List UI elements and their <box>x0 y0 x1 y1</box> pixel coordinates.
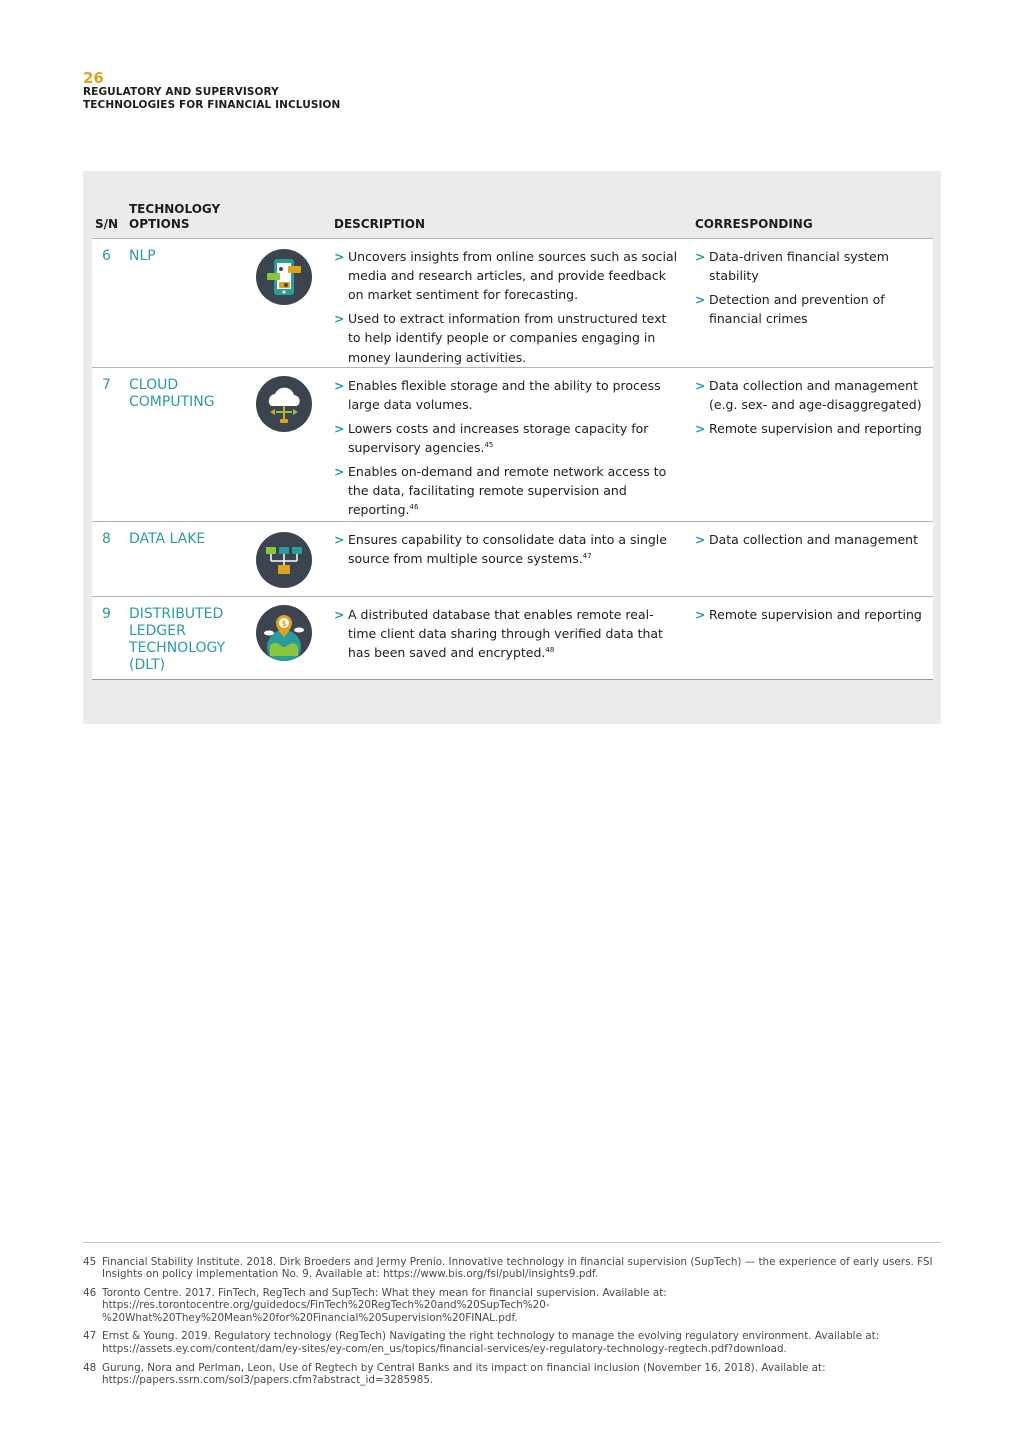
description-bullet: > Enables flexible storage and the ability to process large data volumes. <box>334 376 679 414</box>
footnote-text: Toronto Centre. 2017. FinTech, RegTech and SupTech: What they mean for financial supervision. Available at: https://res.torontocentre.org/guidedocs/FinTech%20RegTech%20and%20SupTech%20-%20What%20They%20Mean%20for%20Financial%20Supervision%20FINAL.pdf. <box>102 1287 667 1324</box>
globe-dollar-pin-icon <box>256 605 312 661</box>
footnote-number: 48 <box>83 1361 97 1374</box>
page-number: 26 <box>83 69 104 87</box>
table-row-dlt <box>92 597 933 680</box>
footnote-text: Gurung, Nora and Perlman, Leon, Use of Regtech by Central Banks and its impact on financial inclusion (November 16, 2018). Available at: https://papers.ssrn.com/sol3/papers.cfm?abstract_id=3285985. <box>102 1361 826 1386</box>
table-row-nlp <box>92 239 933 368</box>
description-bullet: > Uncovers insights from online sources such as social media and research articles, and provide feedback on market sentiment for forecasting. <box>334 247 679 305</box>
column-header-description: DESCRIPTION <box>334 217 426 231</box>
technology-name: NLP <box>129 248 156 264</box>
corresponding-cell <box>695 376 935 443</box>
column-header-technology-line-1: TECHNOLOGY <box>129 202 221 216</box>
corresponding-cell <box>695 247 935 333</box>
technology-name: DISTRIBUTED LEDGER TECHNOLOGY (DLT) <box>129 606 226 673</box>
footnote-45 <box>83 1256 941 1281</box>
table-row-cloud-computing <box>92 368 933 522</box>
cloud-network-icon <box>256 376 312 432</box>
data-folders-icon <box>256 532 312 588</box>
corresponding-bullet: > Data collection and management (e.g. sex- and age-disaggregated) <box>695 376 935 414</box>
corresponding-cell <box>695 530 935 554</box>
column-header-technology-options <box>129 202 220 232</box>
column-header-sn: S/N <box>95 217 119 231</box>
corresponding-bullet: > Data collection and management <box>695 530 935 549</box>
footnote-46 <box>83 1287 941 1324</box>
footnote-text: Financial Stability Institute. 2018. Dirk Broeders and Jermy Prenio. Innovative technology in financial supervision (SupTech) — the experience of early users. FSI Insights on policy implementation No. 9. Available at: https://www.bis.org/fsi/publ/insights9.pdf. <box>102 1256 933 1281</box>
technology-table-panel <box>83 171 941 724</box>
technology-name: DATA LAKE <box>129 531 206 547</box>
footnote-47 <box>83 1330 941 1355</box>
description-bullet: > Enables on-demand and remote network access to the data, facilitating remote supervision and reporting.$^{46}$ <box>334 462 679 520</box>
mobile-chat-icon <box>256 249 312 305</box>
corresponding-cell <box>695 605 935 629</box>
running-title-line-1: REGULATORY AND SUPERVISORY <box>83 86 279 98</box>
running-title-line-2: TECHNOLOGIES FOR FINANCIAL INCLUSION <box>83 99 341 111</box>
corresponding-bullet: > Detection and prevention of financial crimes <box>695 290 935 328</box>
description-cell <box>334 376 679 524</box>
row-sn: 7 <box>102 377 111 393</box>
corresponding-bullet: > Data-driven financial system stability <box>695 247 935 285</box>
svg-text:$: $ <box>281 619 287 628</box>
description-bullet: > Used to extract information from unstructured text to help identify people or companies engaging in money laundering activities. <box>334 309 679 367</box>
description-cell <box>334 605 679 667</box>
table-row-data-lake <box>92 522 933 597</box>
column-header-corresponding: CORRESPONDING <box>695 217 813 231</box>
page-header <box>83 70 340 112</box>
footnote-text: Ernst & Young. 2019. Regulatory technology (RegTech) Navigating the right technology to manage the evolving regulatory environment. Available at: https://assets.ey.com/content/dam/ey-sites/ey-com/en_us/topics/financial-services/ey-regulatory-technology-regtech.pdf?download. <box>102 1330 880 1355</box>
footnote-ref: 47 <box>582 552 592 561</box>
technology-table <box>92 199 933 680</box>
description-bullet: > Lowers costs and increases storage capacity for supervisory agencies.$^{45}$ <box>334 419 679 457</box>
technology-name: CLOUD COMPUTING <box>129 377 215 410</box>
corresponding-bullet: > Remote supervision and reporting <box>695 419 935 438</box>
footnote-number: 46 <box>83 1287 97 1300</box>
row-sn: 8 <box>102 531 111 547</box>
footnote-number: 47 <box>83 1330 97 1343</box>
corresponding-bullet: > Remote supervision and reporting <box>695 605 935 624</box>
footnote-ref: 48 <box>545 646 555 655</box>
footnote-ref: 46 <box>409 503 419 512</box>
description-cell <box>334 530 679 573</box>
footnote-number: 45 <box>83 1256 97 1268</box>
column-header-technology-line-2: OPTIONS <box>129 217 190 231</box>
footnotes <box>83 1242 941 1393</box>
description-cell <box>334 247 679 371</box>
row-sn: 9 <box>102 606 111 622</box>
footnote-ref: 45 <box>484 440 494 449</box>
description-bullet: > Ensures capability to consolidate data into a single source from multiple source systems.$^{47}$ <box>334 530 679 568</box>
description-bullet: > A distributed database that enables remote real-time client data sharing through verified data that has been saved and encrypted.$^{48}$ <box>334 605 679 663</box>
footnote-48 <box>83 1362 941 1387</box>
table-header-row <box>92 199 933 239</box>
row-sn: 6 <box>102 248 111 264</box>
